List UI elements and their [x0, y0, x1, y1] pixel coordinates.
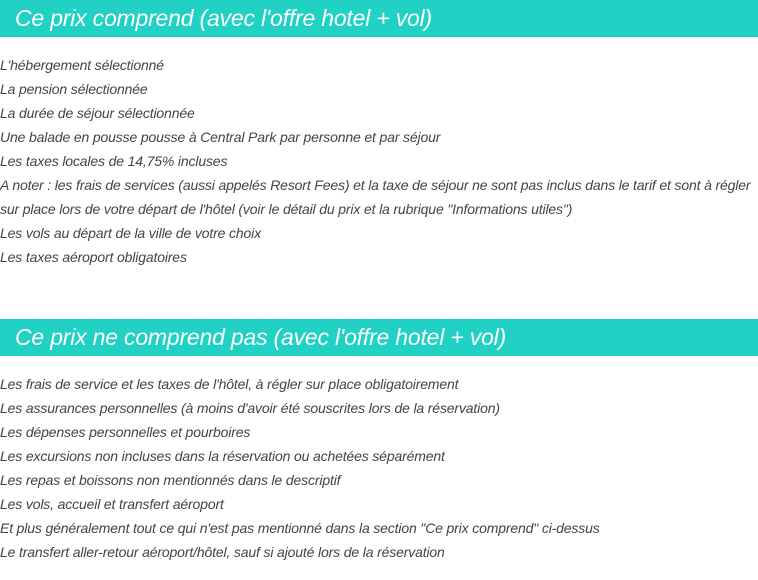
excluded-item: Les frais de service et les taxes de l'hôtel, à régler sur place obligatoirement [0, 376, 459, 392]
included-item: Les vols au départ de la ville de votre choix [0, 225, 261, 241]
excluded-list [0, 372, 758, 564]
included-item: Une balade en pousse pousse à Central Park par personne et par séjour [0, 129, 441, 145]
included-item: L'hébergement sélectionné [0, 57, 164, 73]
included-item: La pension sélectionnée [0, 81, 148, 97]
excluded-item: Les dépenses personnelles et pourboires [0, 424, 251, 440]
included-list [0, 53, 758, 269]
included-item: Les taxes aéroport obligatoires [0, 249, 187, 265]
included-item: A noter : les frais de services (aussi appelés Resort Fees) et la taxe de séjour ne sont pas inclus dans le tarif et sont à régler [0, 177, 751, 193]
excluded-item: Les excursions non incluses dans la réservation ou achetées séparément [0, 448, 445, 464]
excluded-item: Les repas et boissons non mentionnés dans le descriptif [0, 472, 341, 488]
included-item: sur place lors de votre départ de l'hôtel (voir le détail du prix et la rubrique "Informations utiles") [0, 201, 573, 217]
excluded-item: Le transfert aller-retour aéroport/hôtel, sauf si ajouté lors de la réservation [0, 544, 445, 560]
excluded-item: Les assurances personnelles (à moins d'avoir été souscrites lors de la réservation) [0, 400, 500, 416]
included-section-title: Ce prix comprend (avec l'offre hotel + vol) [0, 0, 758, 37]
excluded-item: Et plus généralement tout ce qui n'est pas mentionné dans la section "Ce prix comprend" ci-dessus [0, 520, 600, 536]
included-item: La durée de séjour sélectionnée [0, 105, 195, 121]
excluded-section-title: Ce prix ne comprend pas (avec l'offre hotel + vol) [0, 319, 758, 356]
excluded-item: Les vols, accueil et transfert aéroport [0, 496, 224, 512]
included-item: Les taxes locales de 14,75% incluses [0, 153, 228, 169]
